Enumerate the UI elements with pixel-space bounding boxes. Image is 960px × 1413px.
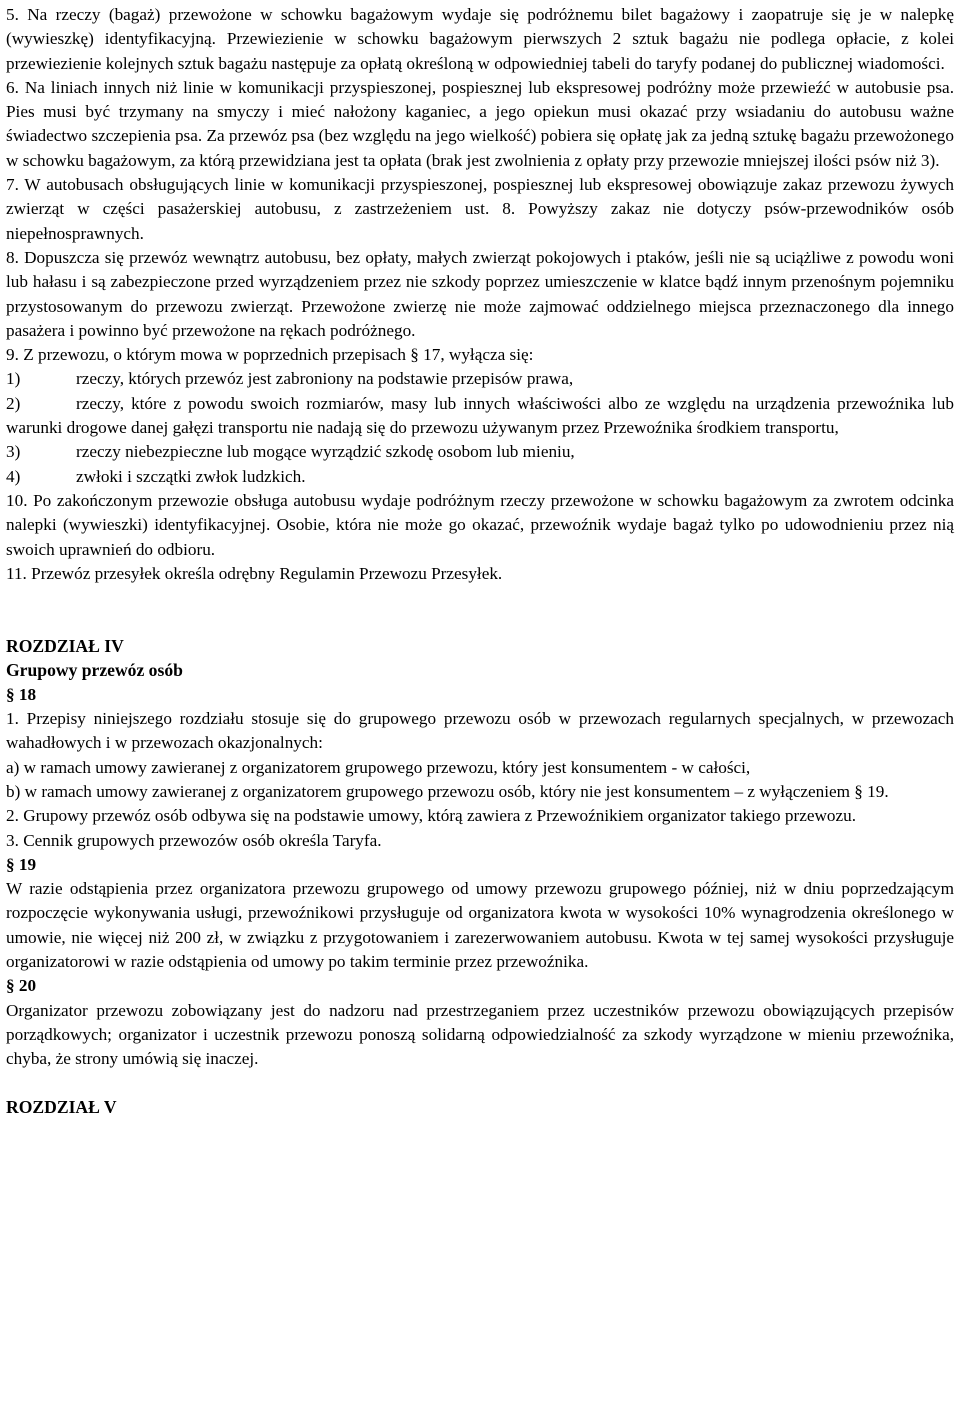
list-item-text: zwłoki i szczątki zwłok ludzkich. [76, 466, 306, 486]
chapter-4-title: Grupowy przewóz osób [6, 660, 183, 681]
paragraph-5: 5. Na rzeczy (bagaż) przewożone w schowku bagażowym wydaje się podróżnemu bilet bagażowy i zaopatruje się je w nalepkę (wywieszkę) identyfikacyjną. Przewiezienie w schowku bagażowym pierwszych 2 sztuk bagażu nie podlega opłacie, z kolei przewiezienie kolejnych sztuk bagażu następuje za opłatą określoną w odpowiedniej tabeli do taryfy podanej do publicznej wiadomości. [6, 5, 954, 73]
chapter-5-heading: ROZDZIAŁ V [6, 1097, 117, 1118]
list-item-number: 2) [6, 393, 21, 413]
list-item-text: rzeczy niebezpieczne lub mogące wyrządzić szkodę osobom lub mieniu, [76, 442, 575, 462]
section-18-paragraph-3: 3. Cennik grupowych przewozów osób określa Taryfa. [6, 830, 382, 850]
section-20-heading: § 20 [6, 976, 37, 996]
section-18-heading: § 18 [6, 684, 37, 704]
paragraph-9: 9. Z przewozu, o którym mowa w poprzednich przepisach § 17, wyłącza się: [6, 345, 534, 365]
section-18-point-b: b) w ramach umowy zawieranej z organizatorem grupowego przewozu osób, który nie jest konsumentem – z wyłączeniem § 19. [6, 781, 889, 801]
list-item-text: rzeczy, których przewóz jest zabroniony na podstawie przepisów prawa, [76, 369, 574, 389]
spacer [6, 610, 954, 634]
section-18-paragraph-1: 1. Przepisy niniejszego rozdziału stosuje się do grupowego przewozu osób w przewozach regularnych specjalnych, w przewozach wahadłowych i w przewozach okazjonalnych: [6, 709, 954, 753]
section-18-paragraph-2: 2. Grupowy przewóz osób odbywa się na podstawie umowy, którą zawiera z Przewoźnikiem organizator takiego przewozu. [6, 806, 857, 826]
list-item [6, 367, 954, 391]
list-item [6, 440, 954, 464]
list-item-number: 1) [6, 369, 21, 389]
chapter-4-heading: ROZDZIAŁ IV [6, 636, 124, 657]
list-item [6, 392, 954, 441]
paragraph-6: 6. Na liniach innych niż linie w komunikacji przyspieszonej, pospiesznej lub ekspresowej podróżny może przewieźć w autobusie psa. Pies musi być trzymany na smyczy i mieć nałożony kaganiec, a jego opiekun musi okazać przy wsiadaniu do autobusu ważne świadectwo szczepienia psa. Za przewóz psa (bez względu na jego wielkość) pobiera się opłatę jak za jedną sztukę bagażu przewożonego w schowku bagażowym, za którą przewidziana jest ta opłata (brak jest zwolnienia z opłaty przy przewozie mniejszej ilości psów niż 3). [6, 77, 954, 170]
section-18-point-a: a) w ramach umowy zawieranej z organizatorem grupowego przewozu, który jest konsumentem - w całości, [6, 757, 751, 777]
paragraph-7: 7. W autobusach obsługujących linie w komunikacji przyspieszonej, pospiesznej lub ekspresowej obowiązuje zakaz przewozu żywych zwierząt w części pasażerskiej autobusu, z zastrzeżeniem ust. 8. Powyższy zakaz nie dotyczy psów-przewodników osób niepełnosprawnych. [6, 175, 954, 243]
spacer [6, 586, 954, 610]
paragraph-8: 8. Dopuszcza się przewóz wewnątrz autobusu, bez opłaty, małych zwierząt pokojowych i ptaków, jeśli nie są uciążliwe z powodu woni lub hałasu i są zabezpieczone przed wyrządzeniem przez nie szkody poprzez umieszczenie w klatce bądź innym przenośnym pojemniku przystosowanym do przewozu zwierząt. Przewożone zwierzę nie może zajmować oddzielnego miejsca przeznaczonego dla innego pasażera i powinno być przewożone na rękach podróżnego. [6, 247, 954, 340]
list-item-number: 3) [6, 442, 21, 462]
paragraph-10: 10. Po zakończonym przewozie obsługa autobusu wydaje podróżnym rzeczy przewożone w schowku bagażowym za zwrotem odcinka nalepki (wywieszki) identyfikacyjnej. Osobie, która nie może go okazać, przewoźnik wydaje bagaż tylko po udowodnieniu przez nią swoich uprawnień do odbioru. [6, 490, 954, 559]
list-item-text: rzeczy, które z powodu swoich rozmiarów, masy lub innych właściwości albo ze względu na urządzenia przewoźnika lub warunki drogowe danej gałęzi transportu nie nadają się do przewozu używanym przez Przewoźnika środkiem transportu, [6, 393, 954, 438]
list-item-number: 4) [6, 466, 21, 486]
section-20-text: Organizator przewozu zobowiązany jest do nadzoru nad przestrzeganiem przez uczestników przewozu obowiązujących przepisów porządkowych; organizator i uczestnik przewozu ponoszą solidarną odpowiedzialność za szkody wyrządzone w mieniu przewoźnika, chyba, że strony umówią się inaczej. [6, 1000, 954, 1069]
spacer [6, 1071, 954, 1095]
section-19-heading: § 19 [6, 854, 37, 874]
paragraph-11: 11. Przewóz przesyłek określa odrębny Regulamin Przewozu Przesyłek. [6, 563, 503, 583]
list-item [6, 465, 954, 489]
section-19-text: W razie odstąpienia przez organizatora przewozu grupowego od umowy przewozu grupowego później, niż w dniu poprzedzającym rozpoczęcie wykonywania usługi, przewoźnikowi przysługuje od organizatora kwota w wysokości 10% wynagrodzenia określonego w umowie, nie więcej niż 200 zł, w związku z przygotowaniem i zarezerwowaniem autobusu. Kwota w tej samej wysokości przysługuje organizatorowi w razie odstąpienia od umowy po takim terminie przez przewoźnika. [6, 879, 954, 971]
